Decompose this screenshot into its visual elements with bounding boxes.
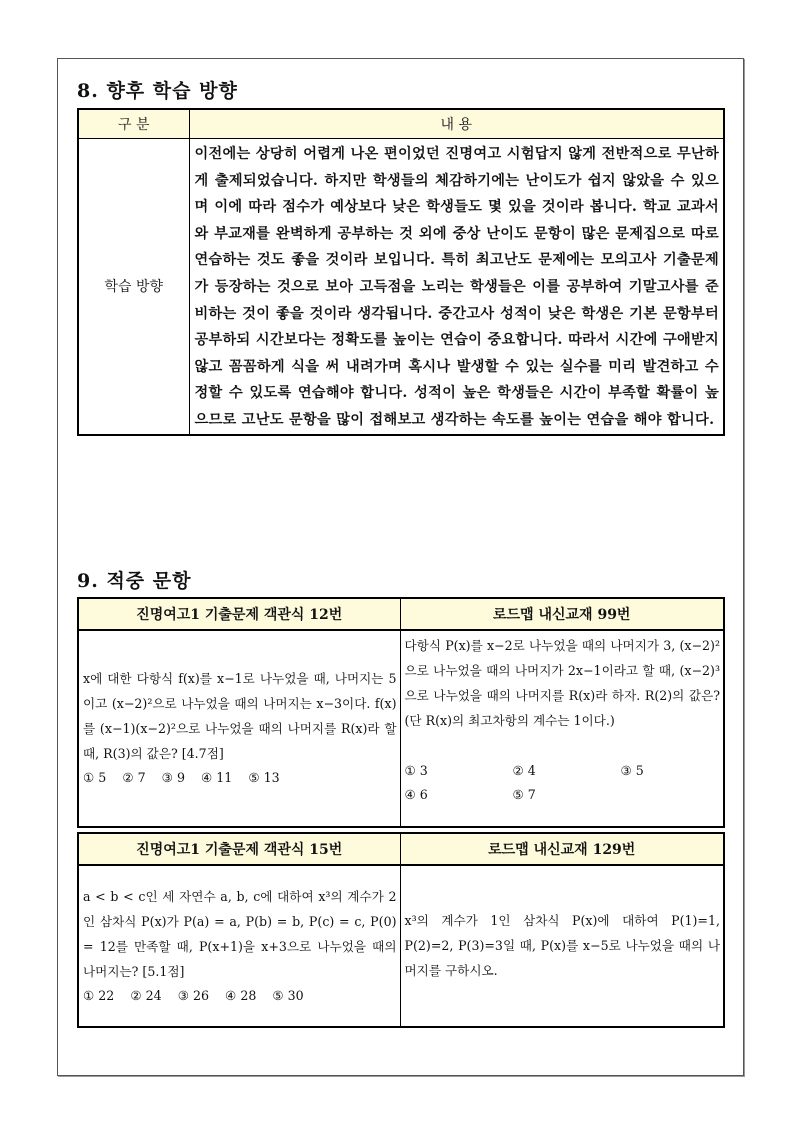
section8-title: 8. 향후 학습 방향 xyxy=(77,80,238,102)
pair2-left-header: 진명여고1 기출문제 객관식 15번 xyxy=(78,833,400,865)
pair2-left-choices xyxy=(83,984,397,1008)
choice: ③ 9 xyxy=(161,770,185,785)
pair2-left-question: a < b < c인 세 자연수 a, b, c에 대하여 x³의 계수가 2인 삼차식 P(x)가 P(a) = a, P(b) = b, P(c) = c, P(0) = 12를 만족할 때, P(x+1)을 x+3으로 나누었을 때의 나머지는? [5.1점] xyxy=(83,888,397,979)
category-header: 구 분 xyxy=(78,109,189,139)
choice: ① 5 xyxy=(83,770,107,785)
choice: ② 4 xyxy=(512,763,536,778)
pair1-left-cell xyxy=(78,630,400,827)
pair1-left-question: x에 대한 다항식 f(x)를 x−1로 나누었을 때, 나머지는 5이고 (x−2)²으로 나누었을 때의 나머지는 x−3이다. f(x)를 (x−1)(x−2)²으로 나누었을 때의 나머지를 R(x)라 할 때, R(3)의 값은? [4.7점] xyxy=(83,671,397,761)
study-direction-table xyxy=(77,108,725,436)
pair1-left-header: 진명여고1 기출문제 객관식 12번 xyxy=(78,598,400,630)
section9-title: 9. 적중 문항 xyxy=(77,570,192,592)
choice: ③ 26 xyxy=(177,987,210,1003)
pair1-right-choices xyxy=(405,759,721,807)
study-direction-content: 이전에는 상당히 어렵게 나온 편이었던 진명여고 시험답지 않게 전반적으로 무난하게 출제되었습니다. 하지만 학생들의 체감하기에는 난이도가 쉽지 않았을 수 있으며 이에 따라 점수가 예상보다 낮은 학생들도 몇 있을 것이라 봅니다. 학교 교과서와 부교재를 완벽하게 공부하는 것 외에 중상 난이도 문항이 많은 문제집으로 따로 연습하는 것도 좋을 것이라 보입니다. 특히 최고난도 문제에는 모의고사 기출문제가 등장하는 것으로 보아 고득점을 노리는 학생들은 이를 공부하여 기말고사를 준비하는 것이 좋을 것이라 생각됩니다. 중간고사 성적이 낮은 학생은 기본 문항부터 공부하되 시간보다는 정확도를 높이는 연습이 중요합니다. 따라서 시간에 구애받지 않고 꼼꼼하게 식을 써 내려가며 혹시나 발생할 수 있는 실수를 미리 발견하고 수정할 수 있도록 연습해야 합니다. 성적이 높은 학생들은 시간이 부족할 확률이 높으므로 고난도 문항을 많이 접해보고 생각하는 속도를 높이는 연습을 해야 합니다. xyxy=(189,139,724,435)
choice: ① 3 xyxy=(404,763,428,778)
pair1-right-header: 로드맵 내신교재 99번 xyxy=(400,598,724,630)
pair1-left-choices xyxy=(83,766,397,790)
choice: ② 7 xyxy=(122,770,146,785)
choice: ③ 5 xyxy=(620,763,644,778)
choice: ② 24 xyxy=(130,987,162,1003)
choice: ④ 11 xyxy=(200,770,233,785)
choice: ④ 28 xyxy=(225,987,257,1003)
study-direction-label: 학습 방향 xyxy=(78,139,189,435)
choice: ⑤ 7 xyxy=(512,787,536,802)
question-pair-1 xyxy=(77,597,725,828)
pair2-right-header: 로드맵 내신교재 129번 xyxy=(400,833,724,865)
pair1-right-cell xyxy=(400,630,724,827)
question-pair-2 xyxy=(77,832,725,1028)
choice: ⑤ 13 xyxy=(248,770,280,785)
pair2-right-cell xyxy=(400,865,724,1027)
choice: ① 22 xyxy=(83,987,115,1003)
choice: ⑤ 30 xyxy=(272,987,304,1003)
content-header: 내 용 xyxy=(189,109,724,139)
pair2-right-question: x³의 계수가 1인 삼차식 P(x)에 대하여 P(1)=1, P(2)=2, P(3)=3일 때, P(x)를 x−5로 나누었을 때의 나머지를 구하시오. xyxy=(404,913,720,978)
choice: ④ 6 xyxy=(404,787,428,802)
pair2-left-cell xyxy=(78,865,400,1027)
pair1-right-question: 다항식 P(x)를 x−2로 나누었을 때의 나머지가 3, (x−2)²으로 나누었을 때의 나머지가 2x−1이라고 할 때, (x−2)³으로 나누었을 때의 나머지를 R(x)라 하자. R(2)의 값은?(단 R(x)의 최고차항의 계수는 1이다.) xyxy=(404,638,720,728)
